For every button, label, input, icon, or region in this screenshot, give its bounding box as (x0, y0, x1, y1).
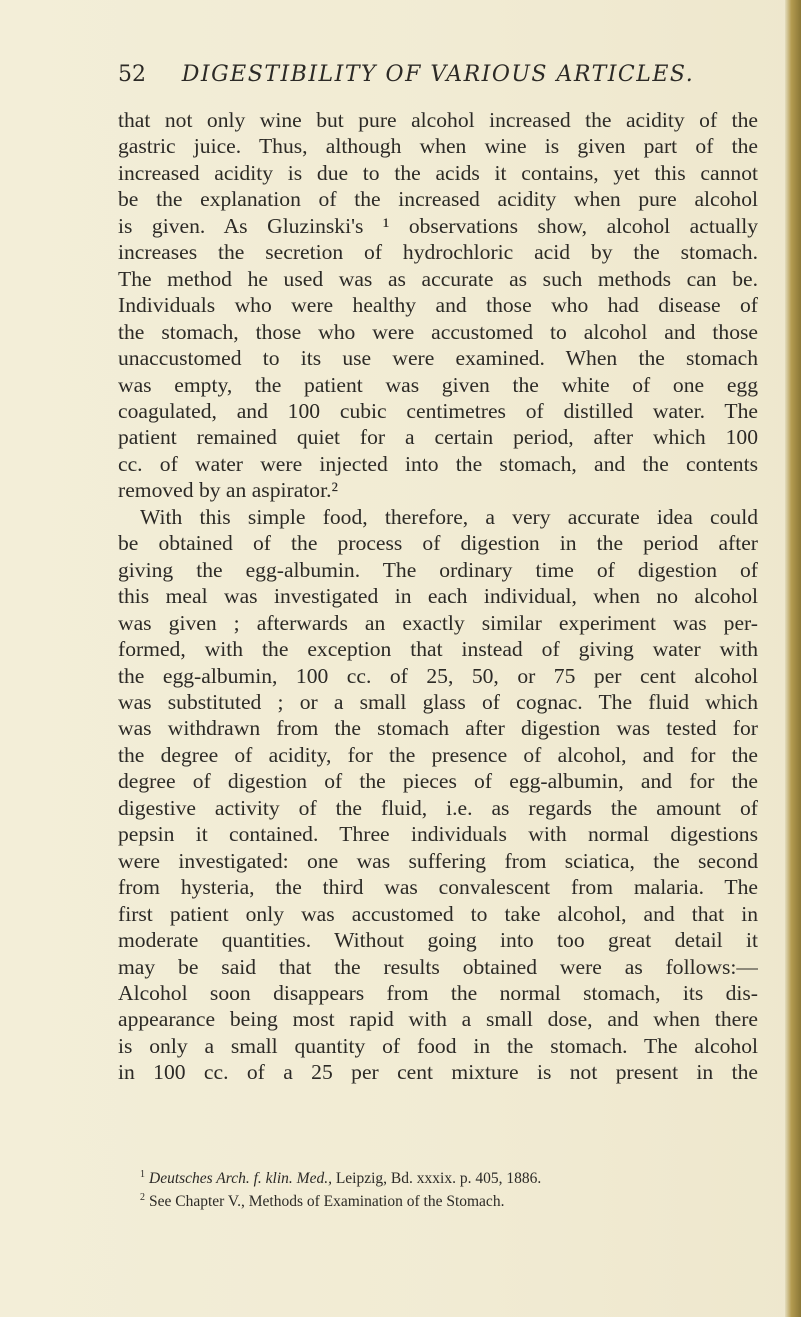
text-line: formed, with the exception that instead of giving water with (118, 637, 758, 662)
text-line: digestive activity of the fluid, i.e. as regards the amount of (118, 795, 758, 820)
text-line: removed by an aspirator.² (118, 478, 338, 503)
text-line: this meal was investigated in each individual, when no alcohol (118, 584, 758, 609)
text-line: cc. of water were injected into the stomach, and the contents (118, 451, 758, 476)
text-line: is given. As Gluzinski's ¹ observations show, alcohol actually (118, 213, 758, 238)
text-line: from hysteria, the third was convalescent from malaria. The (118, 875, 758, 900)
body-text (118, 107, 758, 1086)
text-line: With this simple food, therefore, a very accurate idea could (140, 504, 758, 529)
text-line: unaccustomed to its use were examined. When the stomach (118, 346, 758, 371)
text-line: was empty, the patient was given the white of one egg (118, 372, 758, 397)
text-line: first patient only was accustomed to take alcohol, and that in (118, 901, 758, 926)
text-line: giving the egg-albumin. The ordinary time of digestion of (118, 557, 758, 582)
text-line: be obtained of the process of digestion in the period after (118, 531, 758, 556)
text-line: increases the secretion of hydrochloric acid by the stomach. (118, 240, 758, 265)
footnote-text: See Chapter V., Methods of Examination of the Stomach. (149, 1193, 505, 1211)
footnote (118, 1165, 758, 1188)
text-line: moderate quantities. Without going into too great detail it (118, 928, 758, 953)
running-title: DIGESTIBILITY OF VARIOUS ARTICLES. (181, 62, 695, 87)
text-line: Individuals who were healthy and those who had disease of (118, 293, 758, 318)
footnote-mark: 2 (140, 1192, 145, 1204)
footnote (118, 1188, 758, 1211)
text-line: was substituted ; or a small glass of cognac. The fluid which (118, 689, 758, 714)
text-line: gastric juice. Thus, although when wine is given part of the (118, 134, 758, 159)
footnote-text: Leipzig, Bd. xxxix. p. 405, 1886. (331, 1170, 542, 1188)
text-line: in 100 cc. of a 25 per cent mixture is not present in the (118, 1060, 758, 1085)
text-line: The method he used was as accurate as such methods can be. (118, 266, 758, 291)
footnotes (118, 1165, 758, 1211)
text-line: be the explanation of the increased acidity when pure alcohol (118, 187, 758, 212)
text-line: the stomach, those who were accustomed to alcohol and those (118, 319, 758, 344)
page-number: 52 (118, 62, 146, 87)
footnote-source-title: Deutsches Arch. f. klin. Med., (149, 1170, 332, 1188)
page-binding-edge (785, 0, 801, 1317)
text-line: Alcohol soon disappears from the normal stomach, its dis- (118, 980, 758, 1005)
text-line: that not only wine but pure alcohol increased the acidity of the (118, 108, 758, 132)
page-header (118, 60, 758, 90)
text-line: increased acidity is due to the acids it contains, yet this cannot (118, 160, 758, 185)
text-line: were investigated: one was suffering from sciatica, the second (118, 848, 758, 873)
text-line: coagulated, and 100 cubic centimetres of distilled water. The (118, 398, 758, 423)
text-line: may be said that the results obtained were as follows:— (118, 954, 758, 979)
text-line: degree of digestion of the pieces of egg-albumin, and for the (118, 769, 758, 794)
text-line: the degree of acidity, for the presence of alcohol, and for the (118, 742, 758, 767)
text-line: is only a small quantity of food in the stomach. The alcohol (118, 1033, 758, 1058)
text-line: the egg-albumin, 100 cc. of 25, 50, or 75 per cent alcohol (118, 663, 758, 688)
text-line: was withdrawn from the stomach after digestion was tested for (118, 716, 758, 741)
text-line: patient remained quiet for a certain period, after which 100 (118, 425, 758, 450)
text-line: was given ; afterwards an exactly similar experiment was per- (118, 610, 758, 635)
text-line: appearance being most rapid with a small dose, and when there (118, 1007, 758, 1032)
footnote-mark: 1 (140, 1169, 145, 1180)
text-line: pepsin it contained. Three individuals with normal digestions (118, 822, 758, 847)
